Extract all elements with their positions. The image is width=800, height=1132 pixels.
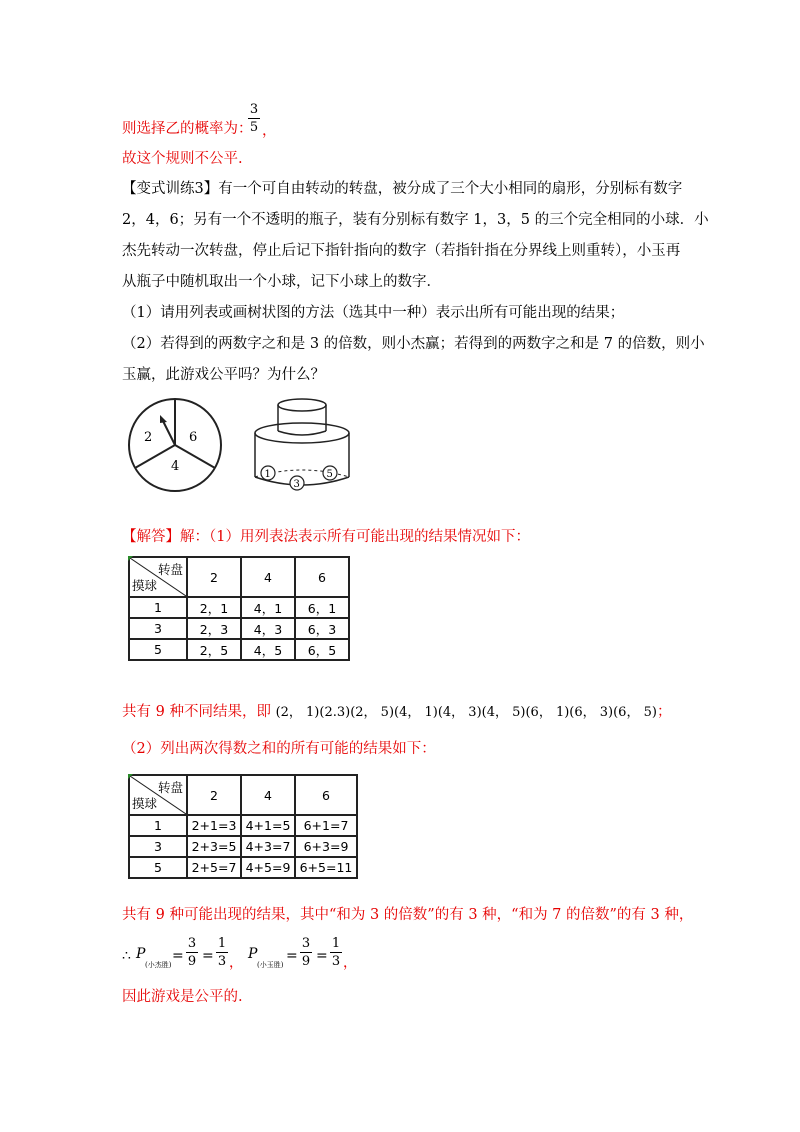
table-cell: 4+3=7 [241,836,295,857]
table-cell: 2，3 [187,618,241,639]
fraction-denominator: 3 [331,954,341,969]
table-cell: 6，1 [295,597,349,618]
table-row [129,597,349,618]
spinner-label-2: 2 [144,430,153,445]
table-cell: 2+3=5 [187,836,241,857]
problem-line-3: 杰先转动一次转盘，停止后记下指针指向的数字（若指针指在分界线上则重转），小玉再 [122,243,681,259]
equals-sign: = [172,948,184,964]
table-cell: 6，5 [295,639,349,660]
problem-line-2: 2，4，6；另有一个不透明的瓶子，装有分别标有数字 1，3，5 的三个完全相同的小球．小 [122,212,709,228]
question-2-line-1: （2）若得到的两数字之和是 3 的倍数，则小杰赢；若得到的两数字之和是 7 的倍数，则小 [122,336,705,352]
fraction-numerator: 3 [187,936,197,951]
table-corner-cell [129,557,187,597]
row-label: 3 [129,618,187,639]
corner-label-ball: 摸球 [132,578,158,593]
table-header-cell: 2 [187,557,241,597]
subscript-xiaoyu: (小玉胜) [257,961,284,969]
final-conclusion: 因此游戏是公平的. [122,989,243,1005]
table-corner-cell [129,775,187,815]
solution-heading [122,530,530,545]
table-row [129,815,357,836]
result-line [122,705,671,720]
bottle-figure [250,393,355,495]
fraction-1-3 [216,936,228,969]
table-row [129,857,357,878]
table-row [129,618,349,639]
row-label: 5 [129,857,187,878]
table-row [129,639,349,660]
fraction-3-9 [300,936,312,969]
question-2-line-2: 玉赢，此游戏公平吗？为什么？ [122,367,325,383]
row-label: 1 [129,815,187,836]
probability-label: 则选择乙的概率为： [122,121,253,137]
fraction-denominator: 9 [301,954,311,969]
solution-tag: 【解答】 [122,529,180,545]
table-cell: 4，1 [241,597,295,618]
comma: ， [229,955,243,971]
comma: ， [343,955,357,971]
results-table [128,556,350,661]
result-list: (2， 1)(2.3)(2， 5)(4， 1)(4， 3)(4， 5)(6， 1)(6， 3)(6， 5) [275,705,657,720]
spinner-figure [122,395,232,497]
fraction-1-3 [330,936,342,969]
row-label: 5 [129,639,187,660]
result-suffix: ； [656,704,672,720]
table-cell: 6+3=9 [295,836,357,857]
table-cell: 6+5=11 [295,857,357,878]
ball-label-5: 5 [326,469,333,480]
spinner-label-6: 6 [189,430,198,445]
table-cell: 4+5=9 [241,857,295,878]
table-header-cell: 4 [241,557,295,597]
fraction-numerator: 1 [217,936,227,951]
probability-line [122,122,253,137]
fraction-numerator: 3 [249,102,259,117]
probability-symbol: P [248,946,258,962]
equals-sign: = [202,948,214,964]
table-cell: 2，1 [187,597,241,618]
table-header-cell: 2 [187,775,241,815]
table-cell: 2+1=3 [187,815,241,836]
table-cell: 4，3 [241,618,295,639]
part-2-heading: （2）列出两次得数之和的所有可能的结果如下： [122,741,436,757]
row-label: 1 [129,597,187,618]
equals-sign: = [286,948,298,964]
table-cell: 6，3 [295,618,349,639]
probability-symbol: P [136,946,146,962]
table-header-cell: 4 [241,775,295,815]
rule-conclusion: 故这个规则不公平. [122,151,243,167]
corner-label-spinner: 转盘 [157,780,183,795]
ball-label-1: 1 [264,469,271,480]
therefore-symbol: ∴ [122,948,131,964]
subscript-xiaojie: (小杰胜) [145,961,172,969]
corner-label-spinner: 转盘 [157,562,183,577]
probability-fraction [248,102,260,135]
table-cell: 2+5=7 [187,857,241,878]
table-cell: 6+1=7 [295,815,357,836]
problem-line-4: 从瓶子中随机取出一个小球，记下小球上的数字． [122,274,441,290]
table-cell: 2，5 [187,639,241,660]
row-label: 3 [129,836,187,857]
fraction-denominator: 3 [217,954,227,969]
fraction-numerator: 3 [301,936,311,951]
problem-line-1: 【变式训练3】有一个可自由转动的转盘，被分成了三个大小相同的扇形，分别标有数字 [122,181,683,197]
table-row [129,836,357,857]
summary-line: 共有 9 种可能出现的结果，其中“和为 3 的倍数”的有 3 种，“和为 7 的倍数”的有 3 种， [122,907,694,923]
fraction-denominator: 9 [187,954,197,969]
probability-equations [122,936,382,976]
fraction-numerator: 1 [331,936,341,951]
corner-label-ball: 摸球 [132,796,158,811]
table-header-cell: 6 [295,775,357,815]
equals-sign: = [316,948,328,964]
fraction-3-9 [186,936,198,969]
question-1: （1）请用列表或画树状图的方法（选其中一种）表示出所有可能出现的结果； [122,305,625,321]
probability-suffix: ， [262,123,277,139]
table-cell: 4，5 [241,639,295,660]
solution-text: 解：（1）用列表法表示所有可能出现的结果情况如下： [180,529,530,545]
spinner-label-4: 4 [171,459,180,474]
ball-label-3: 3 [293,479,300,490]
result-prefix: 共有 9 种不同结果，即 [122,704,271,720]
table-header-cell: 6 [295,557,349,597]
table-cell: 4+1=5 [241,815,295,836]
sums-table [128,774,358,879]
fraction-denominator: 5 [249,120,259,135]
